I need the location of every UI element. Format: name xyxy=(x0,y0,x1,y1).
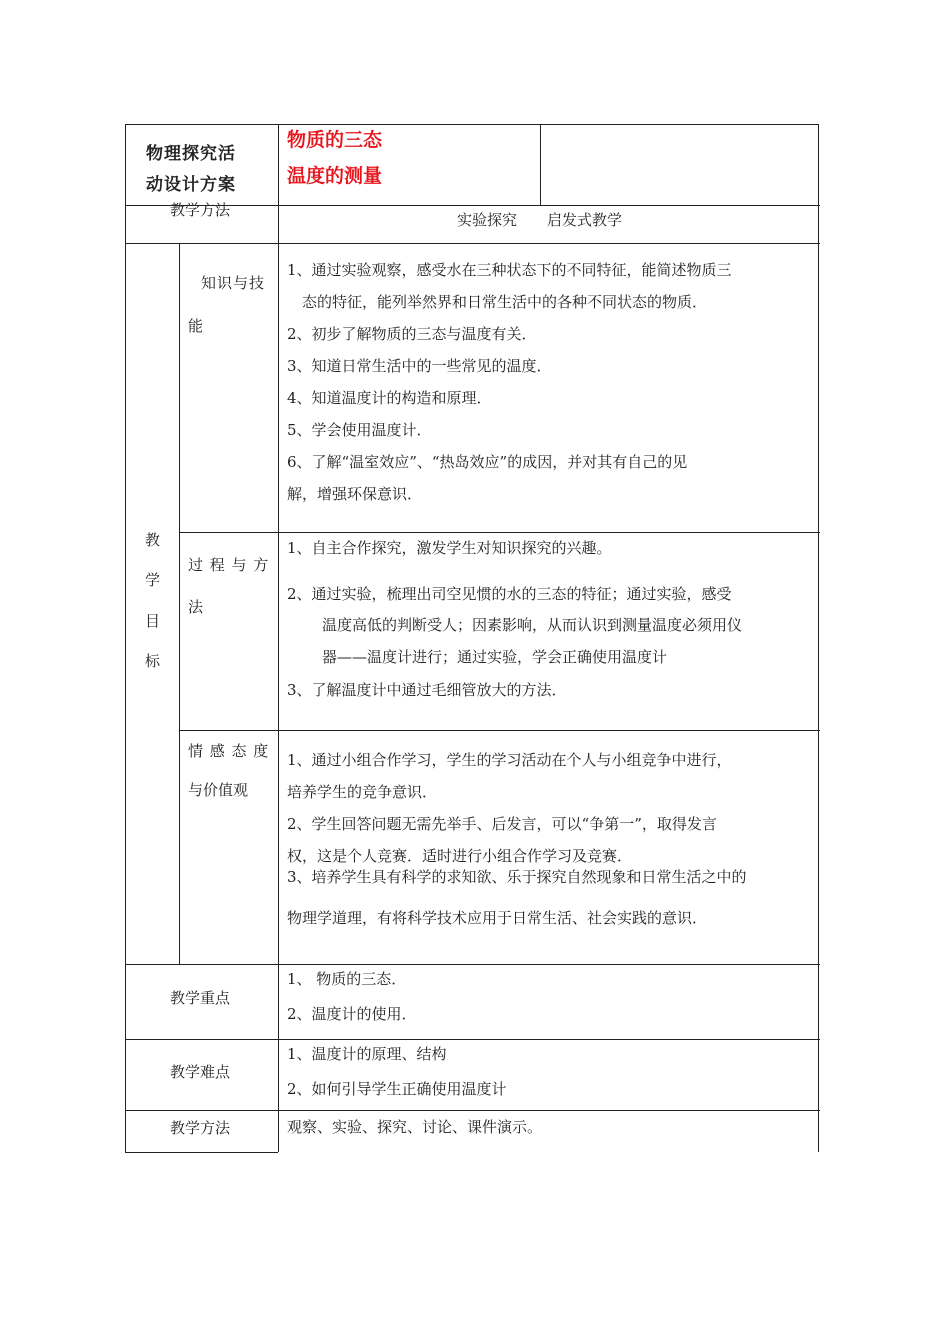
method-value: 实验探究 启发式教学 xyxy=(457,211,623,229)
knowledge-line: 3、知道日常生活中的一些常见的温度． xyxy=(287,357,552,375)
plan-label-line1: 物理探究活 xyxy=(146,144,236,164)
attitude-line: 1、通过小组合作学习，学生的学习活动在个人与小组竞争中进行， xyxy=(287,751,732,769)
knowledge-line: 态的特征，能列举然界和日常生活中的各种不同状态的物质． xyxy=(287,293,708,311)
process-line: 1、自主合作探究，激发学生对知识探究的兴趣。 xyxy=(287,539,612,557)
process-label-line1: 过 程 与 方 xyxy=(188,556,270,574)
teaching-methods-label: 教学方法 xyxy=(170,1119,231,1137)
key-points-line: 1、 物质的三态． xyxy=(287,970,407,988)
knowledge-line: 5、学会使用温度计． xyxy=(287,421,432,439)
key-points-label: 教学重点 xyxy=(170,989,231,1007)
attitude-label-line1: 情 感 态 度 xyxy=(188,742,270,760)
knowledge-label-line1: 知识与技 xyxy=(201,274,266,292)
attitude-line: 2、学生回答问题无需先举手、后发言，可以“争第一”，取得发言 xyxy=(287,815,717,833)
difficulties-label: 教学难点 xyxy=(170,1063,231,1081)
process-line: 2、通过实验，梳理出司空见惯的水的三态的特征；通过实验，感受 xyxy=(287,585,732,603)
knowledge-line: 2、初步了解物质的三态与温度有关． xyxy=(287,325,537,343)
teaching-methods-value: 观察、实验、探究、讨论、课件演示。 xyxy=(287,1118,543,1136)
knowledge-line: 4、知道温度计的构造和原理． xyxy=(287,389,492,407)
attitude-line: 物理学道理，有将科学技术应用于日常生活、社会实践的意识． xyxy=(287,909,708,927)
attitude-line: 3、培养学生具有科学的求知欲、乐于探究自然现象和日常生活之中的 xyxy=(287,868,747,886)
knowledge-line: 6、了解“温室效应”、“热岛效应”的成因，并对其有自己的见 xyxy=(287,453,688,471)
objectives-label-char-1: 教 xyxy=(145,531,161,549)
lesson-title-line1: 物质的三态 xyxy=(287,129,383,151)
attitude-label-line2: 与价值观 xyxy=(188,781,249,799)
attitude-line: 权，这是个人竞赛．适时进行小组合作学习及竞赛． xyxy=(287,847,633,865)
knowledge-line: 解，增强环保意识． xyxy=(287,485,423,503)
process-line: 3、了解温度计中通过毛细管放大的方法． xyxy=(287,681,567,699)
knowledge-label-line2: 能 xyxy=(188,317,204,335)
objectives-label-char-3: 目 xyxy=(145,612,161,630)
lesson-title-line2: 温度的测量 xyxy=(287,165,383,187)
key-points-line: 2、温度计的使用． xyxy=(287,1005,417,1023)
method-label-clipped: 教学方法 xyxy=(170,201,231,219)
difficulties-line: 2、如何引导学生正确使用温度计 xyxy=(287,1080,507,1098)
difficulties-line: 1、温度计的原理、结构 xyxy=(287,1045,447,1063)
attitude-line: 培养学生的竞争意识． xyxy=(287,783,438,801)
process-line: 温度高低的判断受人；因素影响，从而认识到测量温度必须用仪 xyxy=(322,616,743,634)
objectives-label-char-4: 标 xyxy=(145,652,161,670)
knowledge-line: 1、通过实验观察，感受水在三种状态下的不同特征，能简述物质三 xyxy=(287,261,732,279)
objectives-label-char-2: 学 xyxy=(145,571,161,589)
plan-label-line2: 动设计方案 xyxy=(146,175,236,195)
process-label-line2: 法 xyxy=(188,598,204,616)
process-line: 器——温度计进行；通过实验，学会正确使用温度计 xyxy=(322,648,668,666)
